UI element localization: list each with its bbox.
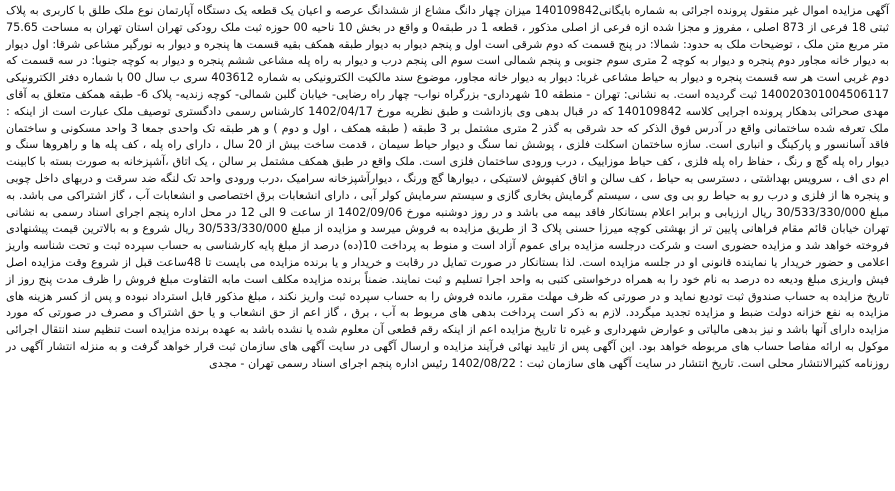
- notice-body-text: آگهی مزایده اموال غیر منقول پرونده اجرائی به شماره بایگانی140109842 میزان چهار دانگ مشاع از ششدانگ عرصه و اعیان یک قطعه یک دستگاه آپارتمان نوع ملک طلق با کاربری به پلاک ثبتی 18 فرعی از 873 اصلی ، مفروز و مجزا شده ازه فرعی از اصلی مذکور ، قطعه 1 در طبقه0 و واقع در بخش 10 ناحیه 00 حوزه ثبت ملک رودکی تهران استان تهران به مساحت 75.65 متر مربع متن ملک ، توضیحات ملک به حدود: شمالا: در پنج قسمت که دوم شرقی است اول و پنجم دیوار به دیوار طبقه همکف بقیه قسمت ها پنجره و دیوار به نورگیر مشاعی شرقا: اول دیوار به دیوار خانه مجاور دوم پنجره و دیوار به کوچه 2 متری سوم جنوبی و پنجم شمالی است سوم الی پنجم درب و دیوار به راه پله مشاعی ششم پنجره و دیوار به کوچه جنوبا: در سه قسمت که دوم غربی است هر سه قسمت پنجره و دیوار به حیاط مشاعی غربا: دیوار به دیوار خانه مجاور، موضوع سند مالکیت الکترونیکی به شماره 403612 سری ب سال 00 با شماره دفتر الکترونیکی 140020301004506117 ثبت گردیده است. به نشانی: تهران - منطقه 10 شهرداری- بزرگراه نواب- چهار راه رضایی- خیابان گلبن شمالی- کوچه زندیه- پلاک 6- طبقه همکف متعلق به آقای مهدی صحرائی بدهکار پرونده اجرایی کلاسه 140109842 که در قبال بدهی وی بازداشت و طبق نظریه مورخ 1402/04/17 کارشناس رسمی دادگستری توصیف ملک عبارت است از اینکه : ملک تعرفه شده ساختمانی واقع در آدرس فوق الذکر که حد شرقی به گذر 2 متری مشتمل بر 3 طبقه ( طبقه همکف ، اول و دوم ) و هر طبقه تک واحدی جمعا 3 واحد مسکونی و ساختمان فاقد آسانسور و پارکینگ و انباری است. سازه ساختمان اسکلت فلزی ، پوشش نما سنگ و دیوار حیاط سیمان ، قدمت ساخت بیش از 20 سال ، دارای راه پله ، کف پله ها و راهروها سنگ و دیوار راه پله گچ و رنگ ، حفاظ راه پله فلزی ، کف حیاط موزاییک ، درب ورودی ساختمان فلزی است. ملک واقع در طبق همکف مشتمل بر سالن ، یک اتاق ،آشپزخانه به صورت بسته با کابینت ام دی اف ، سرویس بهداشتی ، دسترسی به حیاط ، کف سالن و اتاق کفپوش لاستیکی ، دیوارها گچ ورنگ ، دیوارآشپزخانه سرامیک ،درب ورودی واحد تک لنگه ضد سرقت و دربهای داخل چوبی و پنجره ها از فلزی و درب رو به حیاط رو بی وی سی ، سیستم گرمایش بخاری گازی و سیستم سرمایش کولر آبی ، دارای انشعابات برق اختصاصی و انشعابات آب ، گاز اشتراکی می باشد. به مبلغ 30/533/330/000 ریال ارزیابی و برابر اعلام بستانکار فاقد بیمه می باشد و در روز دوشنبه مورخ 1402/09/06 از ساعت 9 الی 12 در محل اداره پنجم اجرای اسناد رسمی به نشانی تهران خیابان قائم مقام فراهانی پایین تر از بهشتی کوچه میرزا حسنی پلاک 3 از طریق مزایده به فروش میرسد و مزایده از مبلغ 30/533/330/000 ریال شروع و به بالاترین قیمت پیشنهادی فروخته خواهد شد و مزایده حضوری است و شرکت درجلسه مزایده برای عموم آزاد است و منوط به پرداخت 10(ده) درصد از مبلغ پایه کارشناسی به حساب سپرده ثبت و تحت شناسه واریز اعلامی و حضور خریدار یا نماینده قانونی او در جلسه مزایده است. لذا بستانکار در صورت تمایل در رقابت و خریدار و یا برنده مزایده می بایست تا 48ساعت قبل از شروع وقت مزایده اصل فیش واریزی مبلغ ودیعه ده درصد به نام خود را به همراه درخواستی کتبی به واحد اجرا تسلیم و ثبت نمایند. ضمناً برنده مزایده مکلف است مابه التفاوت مبلغ فروش را ظرف مدت پنج روز از تاریخ مزایده به حساب صندوق ثبت تودیع نماید و در صورتی که ظرف مهلت مقرر، مانده فروش را به حساب سپرده ثبت واریز نکند ، مبلغ مذکور قابل استرداد نبوده و پس از کسر هزینه های مزایده به نفع خزانه دولت ضبط و مزایده تجدید میگردد. لازم به ذکر است پرداخت بدهی های مربوط به آب ، برق ، گاز اعم از حق انشعاب و یا حق اشتراک و مصرف در صورتی که مورد مزایده دارای آنها باشد و نیز بدهی مالیاتی و عوارض شهرداری و غیره تا تاریخ مزایده اعم از اینکه رقم قطعی آن معلوم شده یا نشده باشد به عهده برنده مزایده است تنظیم سند انتقال اجرائی موکول به ارائه مفاصا حساب های مربوطه خواهد بود. این آگهی پس از تایید نهائی فرآیند مزایده و ارسال آگهی در سایت آگهی های سازمان ثبت قرار خواهد گرفت و به منزله انتشار آگهی در روزنامه کثیرالانتشار محلی است. تاریخ انتشار در سایت آگهی های سازمان ثبت : 1402/08/22 رئیس اداره پنجم اجرای اسناد رسمی تهران - مجدی: [6, 4, 890, 370]
